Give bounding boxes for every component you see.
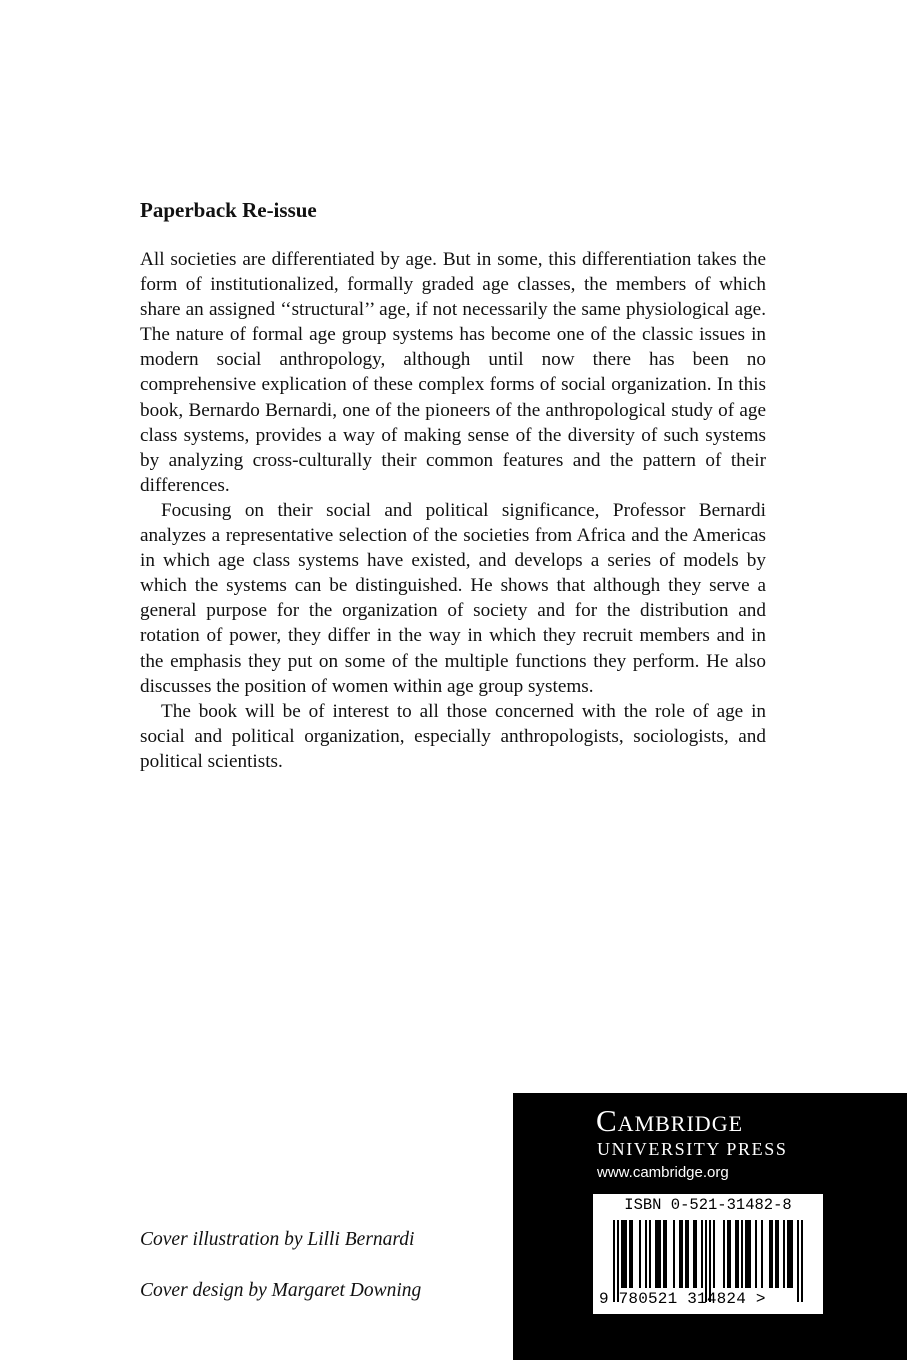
description-text (140, 247, 766, 774)
barcode-bar (729, 1220, 731, 1288)
publisher-url: www.cambridge.org (597, 1164, 729, 1181)
barcode-bar (769, 1220, 771, 1288)
barcode-bar (737, 1220, 739, 1288)
barcode-bar (755, 1220, 757, 1288)
barcode-bar (657, 1220, 659, 1288)
barcode-bar (747, 1220, 749, 1288)
barcode-bar (693, 1220, 695, 1288)
barcode-bar (745, 1220, 747, 1288)
description-paragraph: Focusing on their social and political significance, Professor Bernardi analyzes a representative selection of the societies from Africa and the Americas in which age class systems have existed, and develops a series of models by which the systems can be distinguished. He shows that although they serve a general purpose for the organization of society and for the distribution and rotation of power, they differ in the way in which they recruit members and in the emphasis they put on some of the multiple functions they perform. He also discusses the position of women within age group systems. (140, 499, 766, 697)
barcode-bar (727, 1220, 729, 1288)
barcode-bar (685, 1220, 687, 1288)
barcode-bar (659, 1220, 661, 1288)
barcode-bar (623, 1220, 625, 1288)
barcode-bar (631, 1220, 633, 1288)
barcode-bar (775, 1220, 777, 1288)
barcode-bar (723, 1220, 725, 1288)
barcode-bar (783, 1220, 785, 1288)
barcode-bar (639, 1220, 641, 1288)
barcode-bar (645, 1220, 647, 1288)
barcode-bar (797, 1220, 799, 1302)
publisher-block (513, 1093, 907, 1360)
barcode-panel (593, 1194, 823, 1314)
barcode-bar (663, 1220, 665, 1288)
barcode-bar (787, 1220, 789, 1288)
description-paragraph: All societies are differentiated by age. But in some, this differentiation takes the form of institutionalized, formally graded age classes, the members of which share an assigned ‘‘structural’’ age, if not necessarily the same physiological age. The nature of formal age group systems has become one of the classic issues in modern social anthropology, although until now there has been no comprehensive explication of these complex forms of social organization. In this book, Bernardo Bernardi, one of the pioneers of the anthropological study of age class systems, provides a way of making sense of the diversity of such systems by analyzing cross-culturally their common features and the pattern of their differences. (140, 249, 766, 496)
barcode-bar (655, 1220, 657, 1288)
design-credit: Cover design by Margaret Downing (140, 1280, 422, 1301)
illustration-credit: Cover illustration by Lilli Bernardi (140, 1229, 415, 1250)
barcode-bar (801, 1220, 803, 1302)
barcode-bar (791, 1220, 793, 1288)
publisher-subtitle: UNIVERSITY PRESS (597, 1139, 788, 1159)
barcode-bar (735, 1220, 737, 1288)
barcode-bar (695, 1220, 697, 1288)
barcode-bar (629, 1220, 631, 1288)
barcode-bar (789, 1220, 791, 1288)
isbn-label: ISBN 0-521-31482-8 (624, 1196, 792, 1214)
section-heading: Paperback Re-issue (140, 198, 317, 222)
barcode-bar (761, 1220, 763, 1288)
barcode-bar (649, 1220, 651, 1288)
barcode-bar (713, 1220, 715, 1288)
barcode-bar (701, 1220, 703, 1288)
ean-digits: 9 780521 314824 > (599, 1290, 766, 1308)
barcode-bar (621, 1220, 623, 1288)
barcode-bar (679, 1220, 681, 1288)
barcode-bar (749, 1220, 751, 1288)
barcode-bar (777, 1220, 779, 1288)
barcode-bar (625, 1220, 627, 1288)
barcode-bar (681, 1220, 683, 1288)
description-paragraph: The book will be of interest to all those concerned with the role of age in social and political organization, especially anthropologists, sociologists, and political scientists. (140, 700, 766, 772)
publisher-name: Cambridge (596, 1103, 744, 1138)
barcode-bar (665, 1220, 667, 1288)
barcode-bar (741, 1220, 743, 1288)
barcode-bar (673, 1220, 675, 1288)
barcode-bar (687, 1220, 689, 1288)
barcode-bar (771, 1220, 773, 1288)
